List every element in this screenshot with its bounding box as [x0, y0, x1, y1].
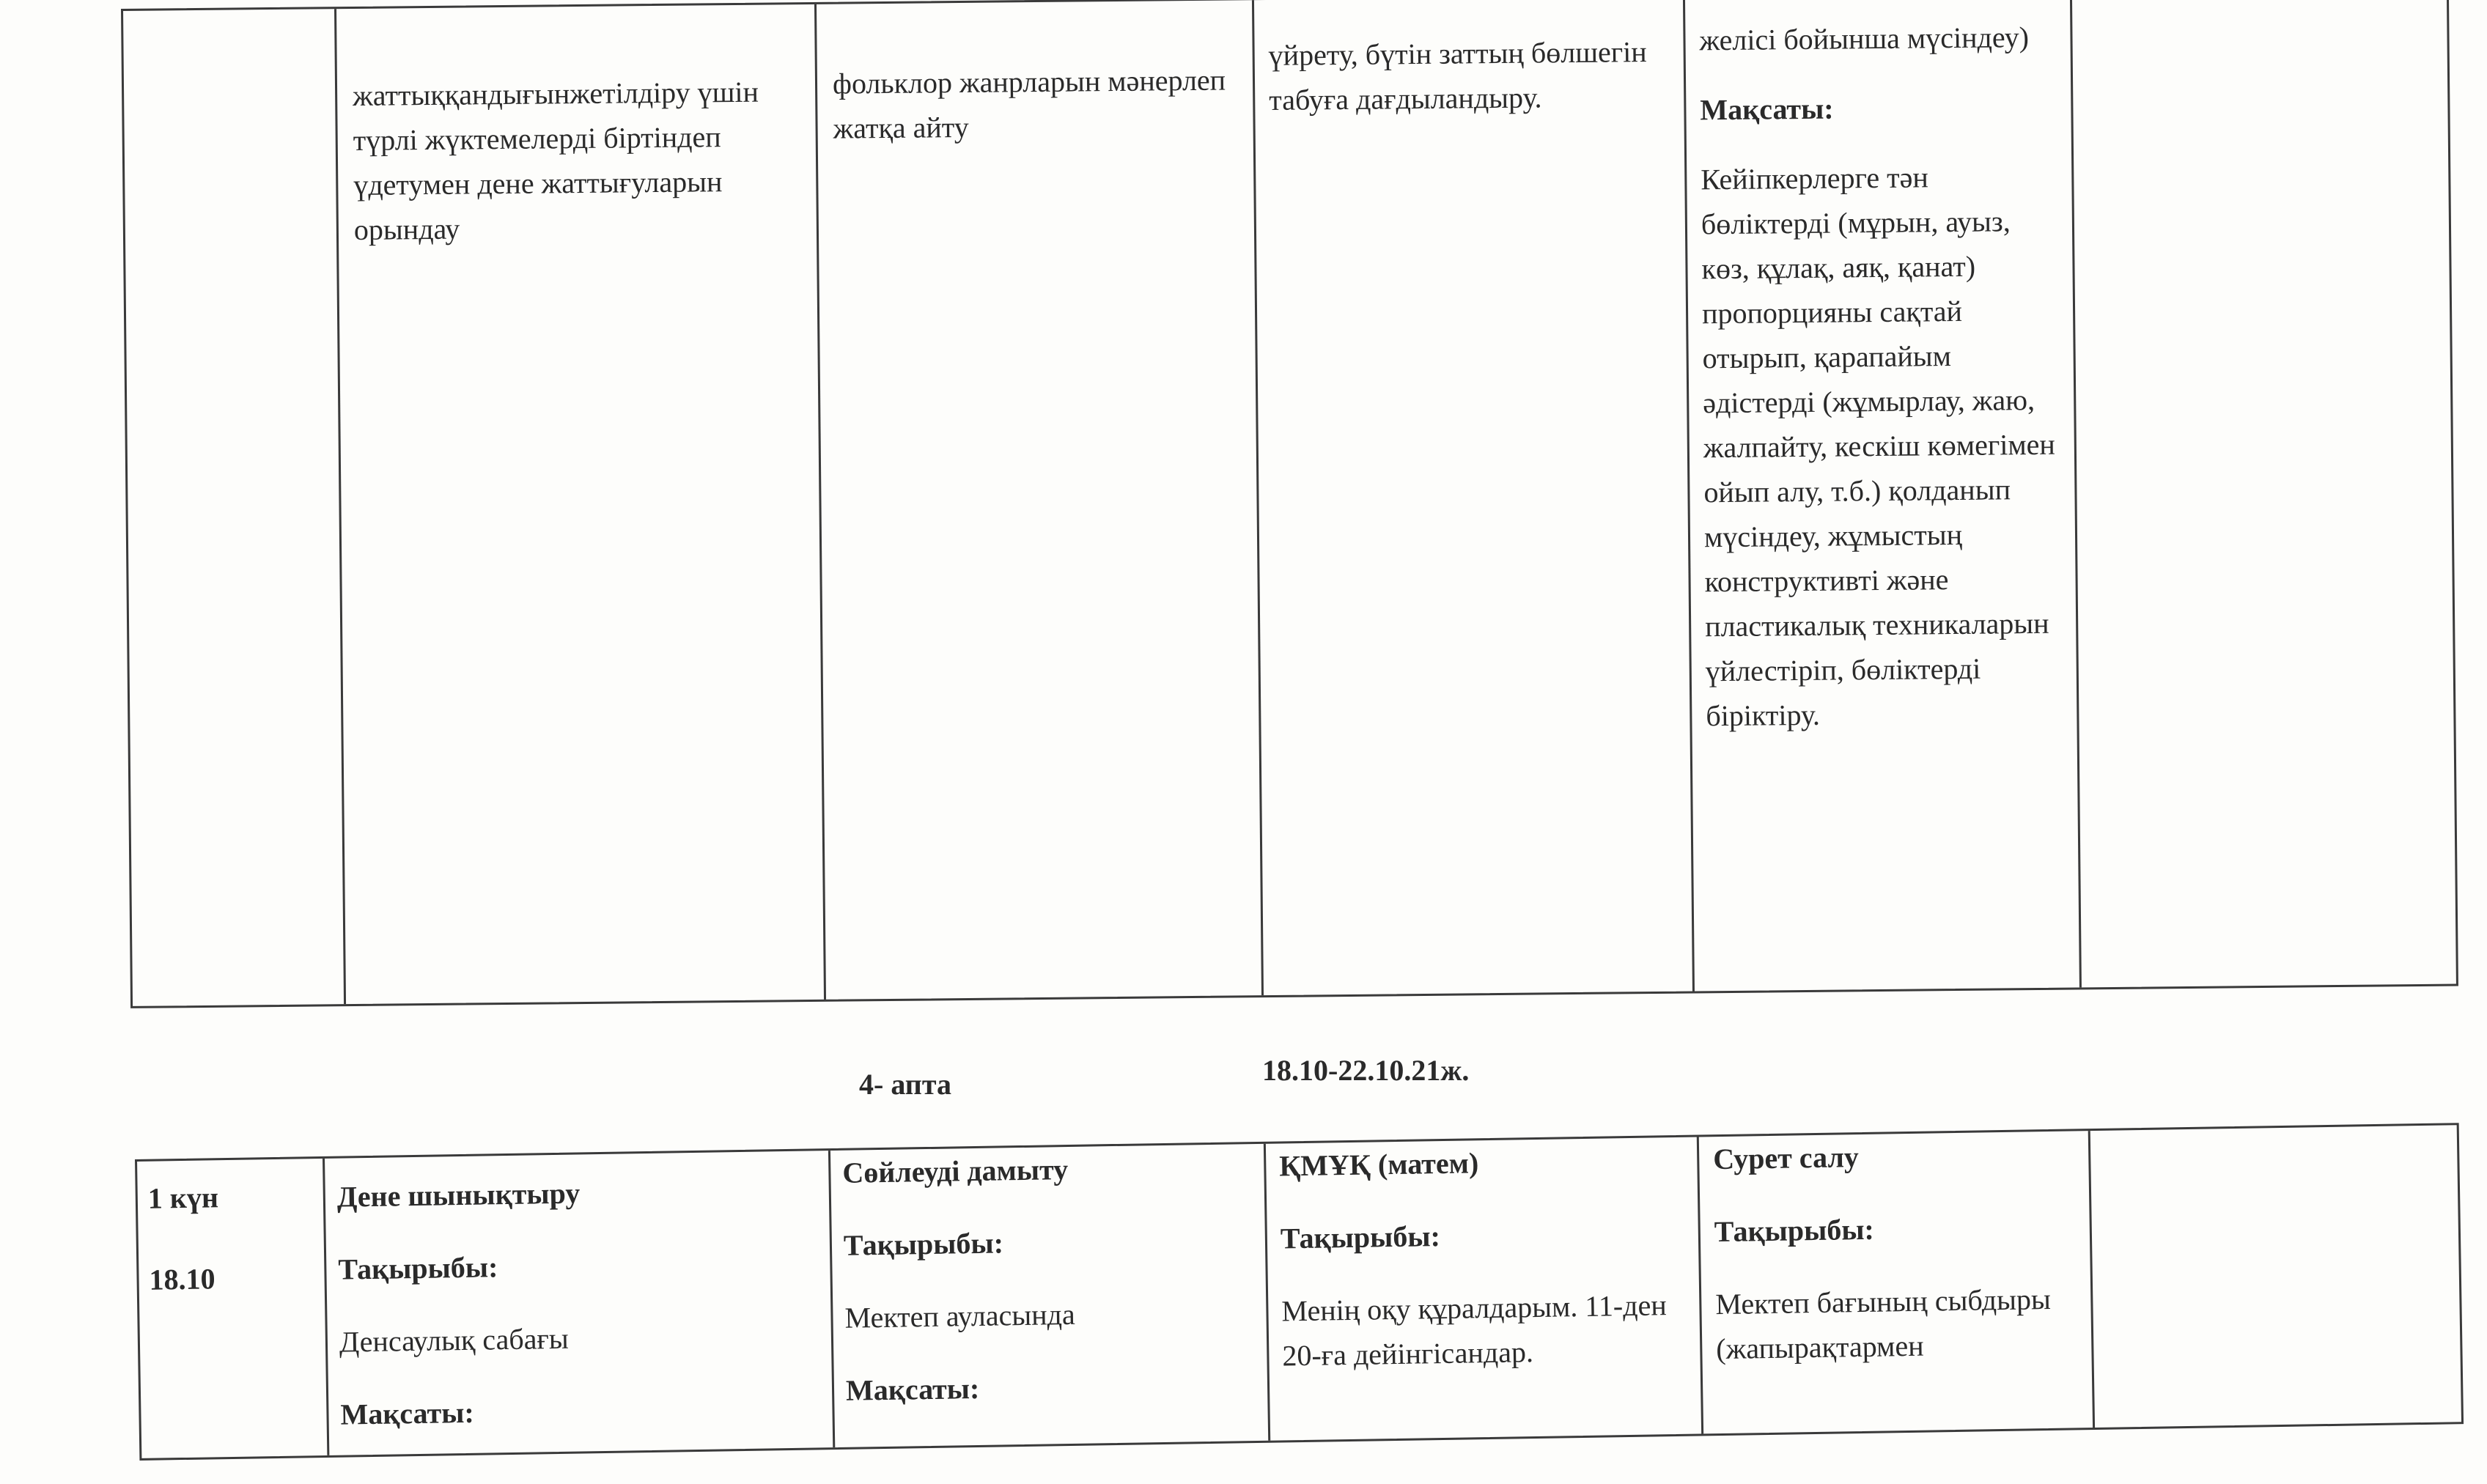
goal-text: Кейіпкерлерге тән бөліктерді (мұрын, ауыз, көз, құлақ, аяқ, қанат) пропорцияны сақтай отырып, қарапайым әдістерді (жұмырлау, жаю, жалпайту, кескіш көмегімен ойып алу, т.б.) қолданып мүсіндеу, жұмыстың конструктивті және пластикалық техникаларын үйлестіріп, бөліктерді біріктіру. [1701, 160, 2056, 733]
column-divider [1252, 0, 1264, 995]
lesson-topic: Денсаулық сабағы [339, 1321, 570, 1359]
column-divider [828, 1151, 835, 1447]
column-divider [2088, 1131, 2095, 1428]
column-divider [1697, 1137, 1703, 1433]
day-cell [147, 1173, 311, 1302]
goal-label: Мақсаты: [340, 1395, 475, 1431]
day-label: 1 күн [147, 1181, 219, 1215]
column-divider [2070, 0, 2082, 987]
lesson-phys-ed [336, 1167, 817, 1436]
goal-label: Мақсаты: [845, 1371, 980, 1407]
schedule-table-continued [121, 0, 2458, 1008]
column-divider [334, 9, 346, 1004]
topic-label: Тақырыбы: [338, 1250, 498, 1286]
lesson-topic: Мектеп ауласында [844, 1297, 1076, 1335]
cell-modelling-text [1699, 15, 2065, 739]
lesson-math [1279, 1137, 1690, 1378]
lesson-subject: ҚМҰҚ (матем) [1278, 1146, 1479, 1183]
lesson-topic: Менің оқу құралдарым. 11-ден 20-ға дейінгісандар. [1281, 1288, 1668, 1373]
lesson-subject: Сөйлеуді дамыту [842, 1153, 1069, 1189]
topic-label: Тақырыбы: [1714, 1212, 1875, 1249]
cell-phys-ed-text: жаттыққандығынжетілдіру үшін түрлі жүктемелерді біртіндеп үдетумен дене жаттығуларын орындау [352, 75, 759, 246]
week-dates: 18.10-22.10.21ж. [1262, 1054, 1470, 1087]
lesson-topic: Мектеп бағының сыбдыры (жапырақтармен [1715, 1282, 2052, 1366]
cell-speech-text: фольклор жанрларын мәнерлеп жатқа айту [832, 63, 1226, 145]
lesson-speech [842, 1144, 1257, 1413]
lesson-subject: Дене шынықтыру [336, 1176, 581, 1214]
cell-math-text: үйрету, бүтін заттың бөлшегін табуға дағдыландыру. [1268, 35, 1647, 117]
modelling-line: желісі бойынша мүсіндеу) [1699, 21, 2030, 57]
topic-label: Тақырыбы: [843, 1226, 1004, 1262]
lesson-drawing [1713, 1131, 2076, 1371]
topic-label: Тақырыбы: [1280, 1219, 1441, 1255]
lesson-subject: Сурет салу [1712, 1140, 1860, 1176]
column-divider [1683, 0, 1695, 991]
goal-label: Мақсаты: [1700, 92, 1834, 127]
column-divider [814, 4, 826, 1000]
day-date: 18.10 [149, 1262, 215, 1296]
column-divider [1264, 1144, 1270, 1441]
column-divider [323, 1159, 329, 1455]
week-number: 4- апта [859, 1068, 951, 1101]
schedule-table-week4 [135, 1123, 2464, 1461]
